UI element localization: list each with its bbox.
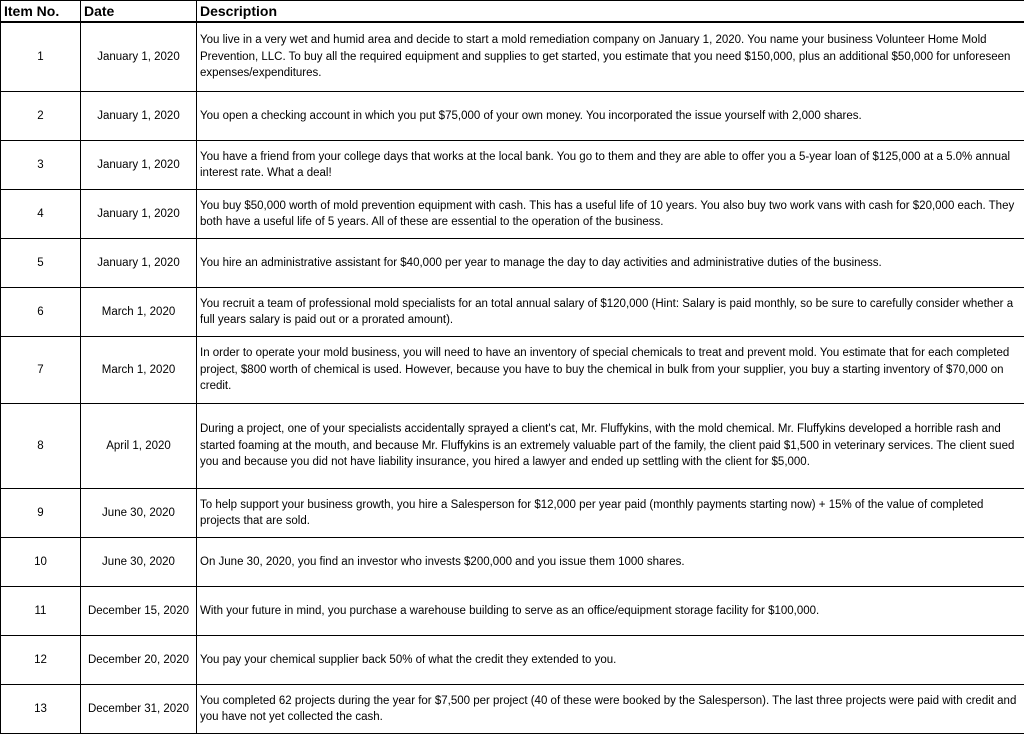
header-row [1, 1, 1024, 23]
item-no-cell[interactable]: 12 [1, 636, 81, 685]
table-row [1, 141, 1024, 190]
table-row [1, 239, 1024, 288]
item-no-cell[interactable]: 7 [1, 337, 81, 404]
table-row [1, 489, 1024, 538]
item-no-cell[interactable]: 10 [1, 538, 81, 587]
description-cell[interactable]: On June 30, 2020, you find an investor who invests $200,000 and you issue them 1000 shares. [197, 538, 1024, 587]
description-cell[interactable]: You recruit a team of professional mold specialists for an total annual salary of $120,000 (Hint: Salary is paid monthly, so be sure to carefully consider whether a full years salary is paid out or a prorated amount). [197, 288, 1024, 337]
item-no-cell[interactable]: 5 [1, 239, 81, 288]
date-cell[interactable]: March 1, 2020 [81, 288, 197, 337]
description-cell[interactable]: You hire an administrative assistant for $40,000 per year to manage the day to day activities and administrative duties of the business. [197, 239, 1024, 288]
table-row [1, 288, 1024, 337]
date-cell[interactable]: March 1, 2020 [81, 337, 197, 404]
description-cell[interactable]: You buy $50,000 worth of mold prevention equipment with cash. This has a useful life of 10 years. You also buy two work vans with cash for $20,000 each. They both have a useful life of 5 years. All of these are essential to the operation of the business. [197, 190, 1024, 239]
table-row [1, 92, 1024, 141]
date-cell[interactable]: January 1, 2020 [81, 141, 197, 190]
description-cell[interactable]: To help support your business growth, you hire a Salesperson for $12,000 per year paid (monthly payments starting now) + 15% of the value of completed projects that are sold. [197, 489, 1024, 538]
date-cell[interactable]: April 1, 2020 [81, 404, 197, 489]
date-cell[interactable]: January 1, 2020 [81, 239, 197, 288]
header-description[interactable]: Description [197, 1, 1024, 23]
table-row [1, 337, 1024, 404]
item-no-cell[interactable]: 9 [1, 489, 81, 538]
table-row [1, 636, 1024, 685]
item-no-cell[interactable]: 11 [1, 587, 81, 636]
description-cell[interactable]: You open a checking account in which you put $75,000 of your own money. You incorporated the issue yourself with 2,000 shares. [197, 92, 1024, 141]
description-cell[interactable]: You completed 62 projects during the year for $7,500 per project (40 of these were booked by the Salesperson). The last three projects were paid with credit and you have not yet collected the cash. [197, 685, 1024, 734]
date-cell[interactable]: January 1, 2020 [81, 92, 197, 141]
description-cell[interactable]: With your future in mind, you purchase a warehouse building to serve as an office/equipment storage facility for $100,000. [197, 587, 1024, 636]
date-cell[interactable]: January 1, 2020 [81, 22, 197, 92]
item-no-cell[interactable]: 13 [1, 685, 81, 734]
date-cell[interactable]: June 30, 2020 [81, 489, 197, 538]
item-no-cell[interactable]: 2 [1, 92, 81, 141]
item-no-cell[interactable]: 4 [1, 190, 81, 239]
header-date[interactable]: Date [81, 1, 197, 23]
table-row [1, 190, 1024, 239]
item-no-cell[interactable]: 8 [1, 404, 81, 489]
item-no-cell[interactable]: 6 [1, 288, 81, 337]
date-cell[interactable]: December 15, 2020 [81, 587, 197, 636]
date-cell[interactable]: December 31, 2020 [81, 685, 197, 734]
date-cell[interactable]: June 30, 2020 [81, 538, 197, 587]
description-cell[interactable]: You have a friend from your college days that works at the local bank. You go to them and they are able to offer you a 5-year loan of $125,000 at a 5.0% annual interest rate. What a deal! [197, 141, 1024, 190]
description-cell[interactable]: You pay your chemical supplier back 50% of what the credit they extended to you. [197, 636, 1024, 685]
table-row [1, 22, 1024, 92]
date-cell[interactable]: January 1, 2020 [81, 190, 197, 239]
table-row [1, 587, 1024, 636]
item-no-cell[interactable]: 1 [1, 22, 81, 92]
description-cell[interactable]: In order to operate your mold business, you will need to have an inventory of special chemicals to treat and prevent mold. You estimate that for each completed project, $800 worth of chemical is used. However, because you have to buy the chemical in bulk from your supplier, you buy a starting inventory of $70,000 on credit. [197, 337, 1024, 404]
table-row [1, 538, 1024, 587]
header-item-no[interactable]: Item No. [1, 1, 81, 23]
table-row [1, 404, 1024, 489]
table-row [1, 685, 1024, 734]
description-cell[interactable]: During a project, one of your specialists accidentally sprayed a client's cat, Mr. Fluffykins, with the mold chemical. Mr. Fluffykins developed a horrible rash and started foaming at the mouth, and because Mr. Fluffykins is an extremely valuable part of the family, the client paid $1,500 in veterinary services. The client sued you and because you did not have liability insurance, you hired a lawyer and ended up settling with the client for $5,000. [197, 404, 1024, 489]
item-no-cell[interactable]: 3 [1, 141, 81, 190]
date-cell[interactable]: December 20, 2020 [81, 636, 197, 685]
description-cell[interactable]: You live in a very wet and humid area and decide to start a mold remediation company on January 1, 2020. You name your business Volunteer Home Mold Prevention, LLC. To buy all the required equipment and supplies to get started, you estimate that you need $150,000, plus an additional $50,000 for unforeseen expenses/expenditures. [197, 22, 1024, 92]
